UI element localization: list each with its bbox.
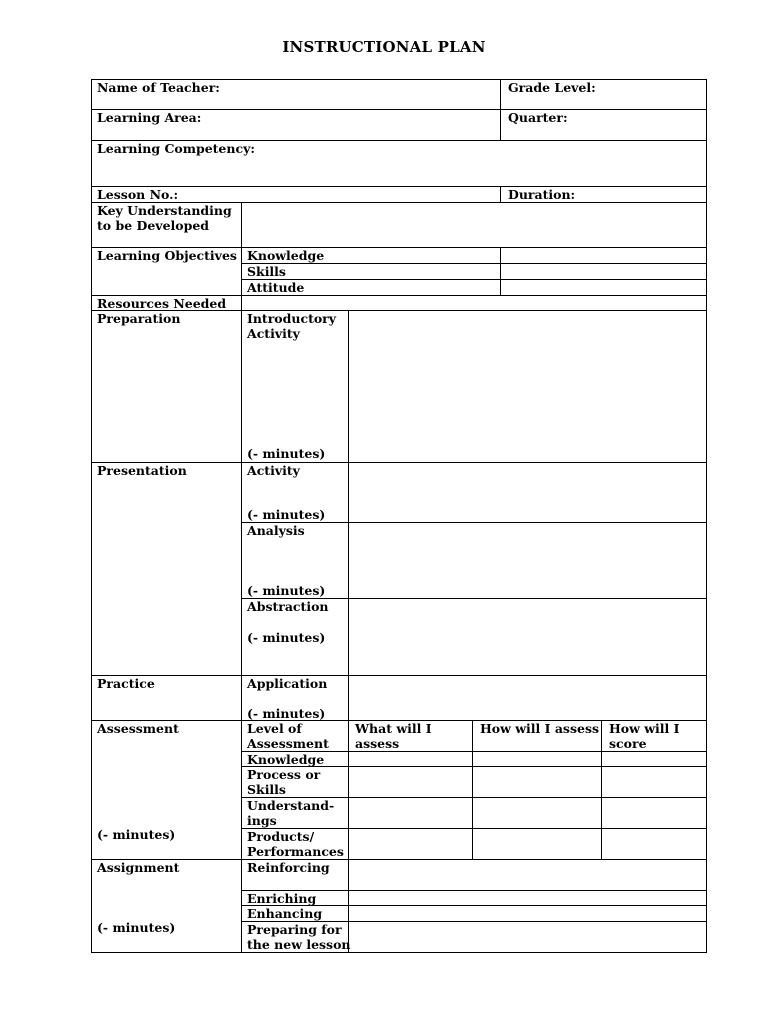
presentation-label: Presentation	[97, 463, 187, 478]
assessment-process-label	[247, 767, 320, 797]
what-will-i-assess-line: assess	[355, 736, 400, 751]
rule	[241, 279, 707, 280]
rule	[91, 675, 707, 676]
rule	[91, 79, 92, 953]
level-of-assessment-line: Level of	[247, 721, 302, 736]
activity-label: Activity	[247, 463, 300, 478]
objective-attitude-label: Attitude	[247, 280, 305, 295]
how-will-i-score-line: How will I	[609, 721, 680, 736]
learning-area-label: Learning Area:	[97, 110, 202, 125]
rule	[241, 263, 707, 264]
assignment-label: Assignment	[97, 860, 180, 875]
rule	[472, 720, 473, 860]
analysis-label: Analysis	[247, 523, 305, 538]
rule	[601, 720, 602, 860]
rule	[500, 247, 501, 296]
application-label: Application	[247, 676, 328, 691]
rule	[706, 79, 707, 953]
how-will-i-assess-header: How will I assess	[480, 721, 600, 736]
rule	[500, 79, 501, 141]
preparation-minutes: (- minutes)	[247, 446, 326, 461]
assessment-process-line: Process or	[247, 767, 321, 782]
assessment-products-label	[247, 829, 344, 859]
enhancing-label: Enhancing	[247, 906, 323, 921]
quarter-label: Quarter:	[508, 110, 568, 125]
abstraction-minutes: (- minutes)	[247, 630, 326, 645]
how-will-i-score-line: score	[609, 736, 647, 751]
objective-knowledge-label: Knowledge	[247, 248, 325, 263]
introductory-activity-line: Introductory	[247, 311, 337, 326]
practice-label: Practice	[97, 676, 155, 691]
what-will-i-assess-header	[355, 721, 432, 751]
rule	[241, 202, 242, 953]
introductory-activity-line: Activity	[247, 326, 300, 341]
activity-minutes: (- minutes)	[247, 507, 326, 522]
assessment-minutes: (- minutes)	[97, 827, 176, 842]
rule	[91, 186, 707, 187]
learning-objectives-label: Learning Objectives	[97, 248, 237, 263]
duration-label: Duration:	[508, 187, 576, 202]
how-will-i-score-header	[609, 721, 679, 751]
reinforcing-label: Reinforcing	[247, 860, 330, 875]
introductory-activity-label	[247, 311, 336, 341]
key-understanding-line: to be Developed	[97, 218, 210, 233]
assessment-label: Assessment	[97, 721, 179, 736]
rule	[500, 186, 501, 203]
assessment-products-line: Products/	[247, 829, 315, 844]
enriching-label: Enriching	[247, 891, 317, 906]
page-title: INSTRUCTIONAL PLAN	[282, 38, 486, 56]
preparing-new-lesson-label	[247, 922, 351, 952]
grade-level-label: Grade Level:	[508, 80, 596, 95]
lesson-no-label: Lesson No.:	[97, 187, 179, 202]
abstraction-label: Abstraction	[247, 599, 329, 614]
preparing-new-lesson-line: the new lesson	[247, 937, 351, 952]
what-will-i-assess-line: What will I	[355, 721, 432, 736]
assessment-understandings-line: Understand-	[247, 798, 335, 813]
objective-skills-label: Skills	[247, 264, 286, 279]
rule	[91, 859, 707, 860]
application-minutes: (- minutes)	[247, 706, 326, 721]
level-of-assessment-header	[247, 721, 329, 751]
competency-label: Learning Competency:	[97, 141, 255, 156]
assessment-understandings-line: ings	[247, 813, 277, 828]
assessment-process-line: Skills	[247, 782, 286, 797]
preparing-new-lesson-line: Preparing for	[247, 922, 342, 937]
key-understanding-label	[97, 203, 232, 233]
preparation-label: Preparation	[97, 311, 181, 326]
assignment-minutes: (- minutes)	[97, 920, 176, 935]
assessment-knowledge-label: Knowledge	[247, 752, 325, 767]
teacher-label: Name of Teacher:	[97, 80, 220, 95]
analysis-minutes: (- minutes)	[247, 583, 326, 598]
rule	[241, 522, 707, 523]
assessment-understandings-label	[247, 798, 334, 828]
resources-label: Resources Needed	[97, 296, 227, 311]
rule	[91, 952, 707, 953]
assessment-products-line: Performances	[247, 844, 344, 859]
level-of-assessment-line: Assessment	[247, 736, 329, 751]
rule	[348, 310, 349, 953]
key-understanding-line: Key Understanding	[97, 203, 232, 218]
